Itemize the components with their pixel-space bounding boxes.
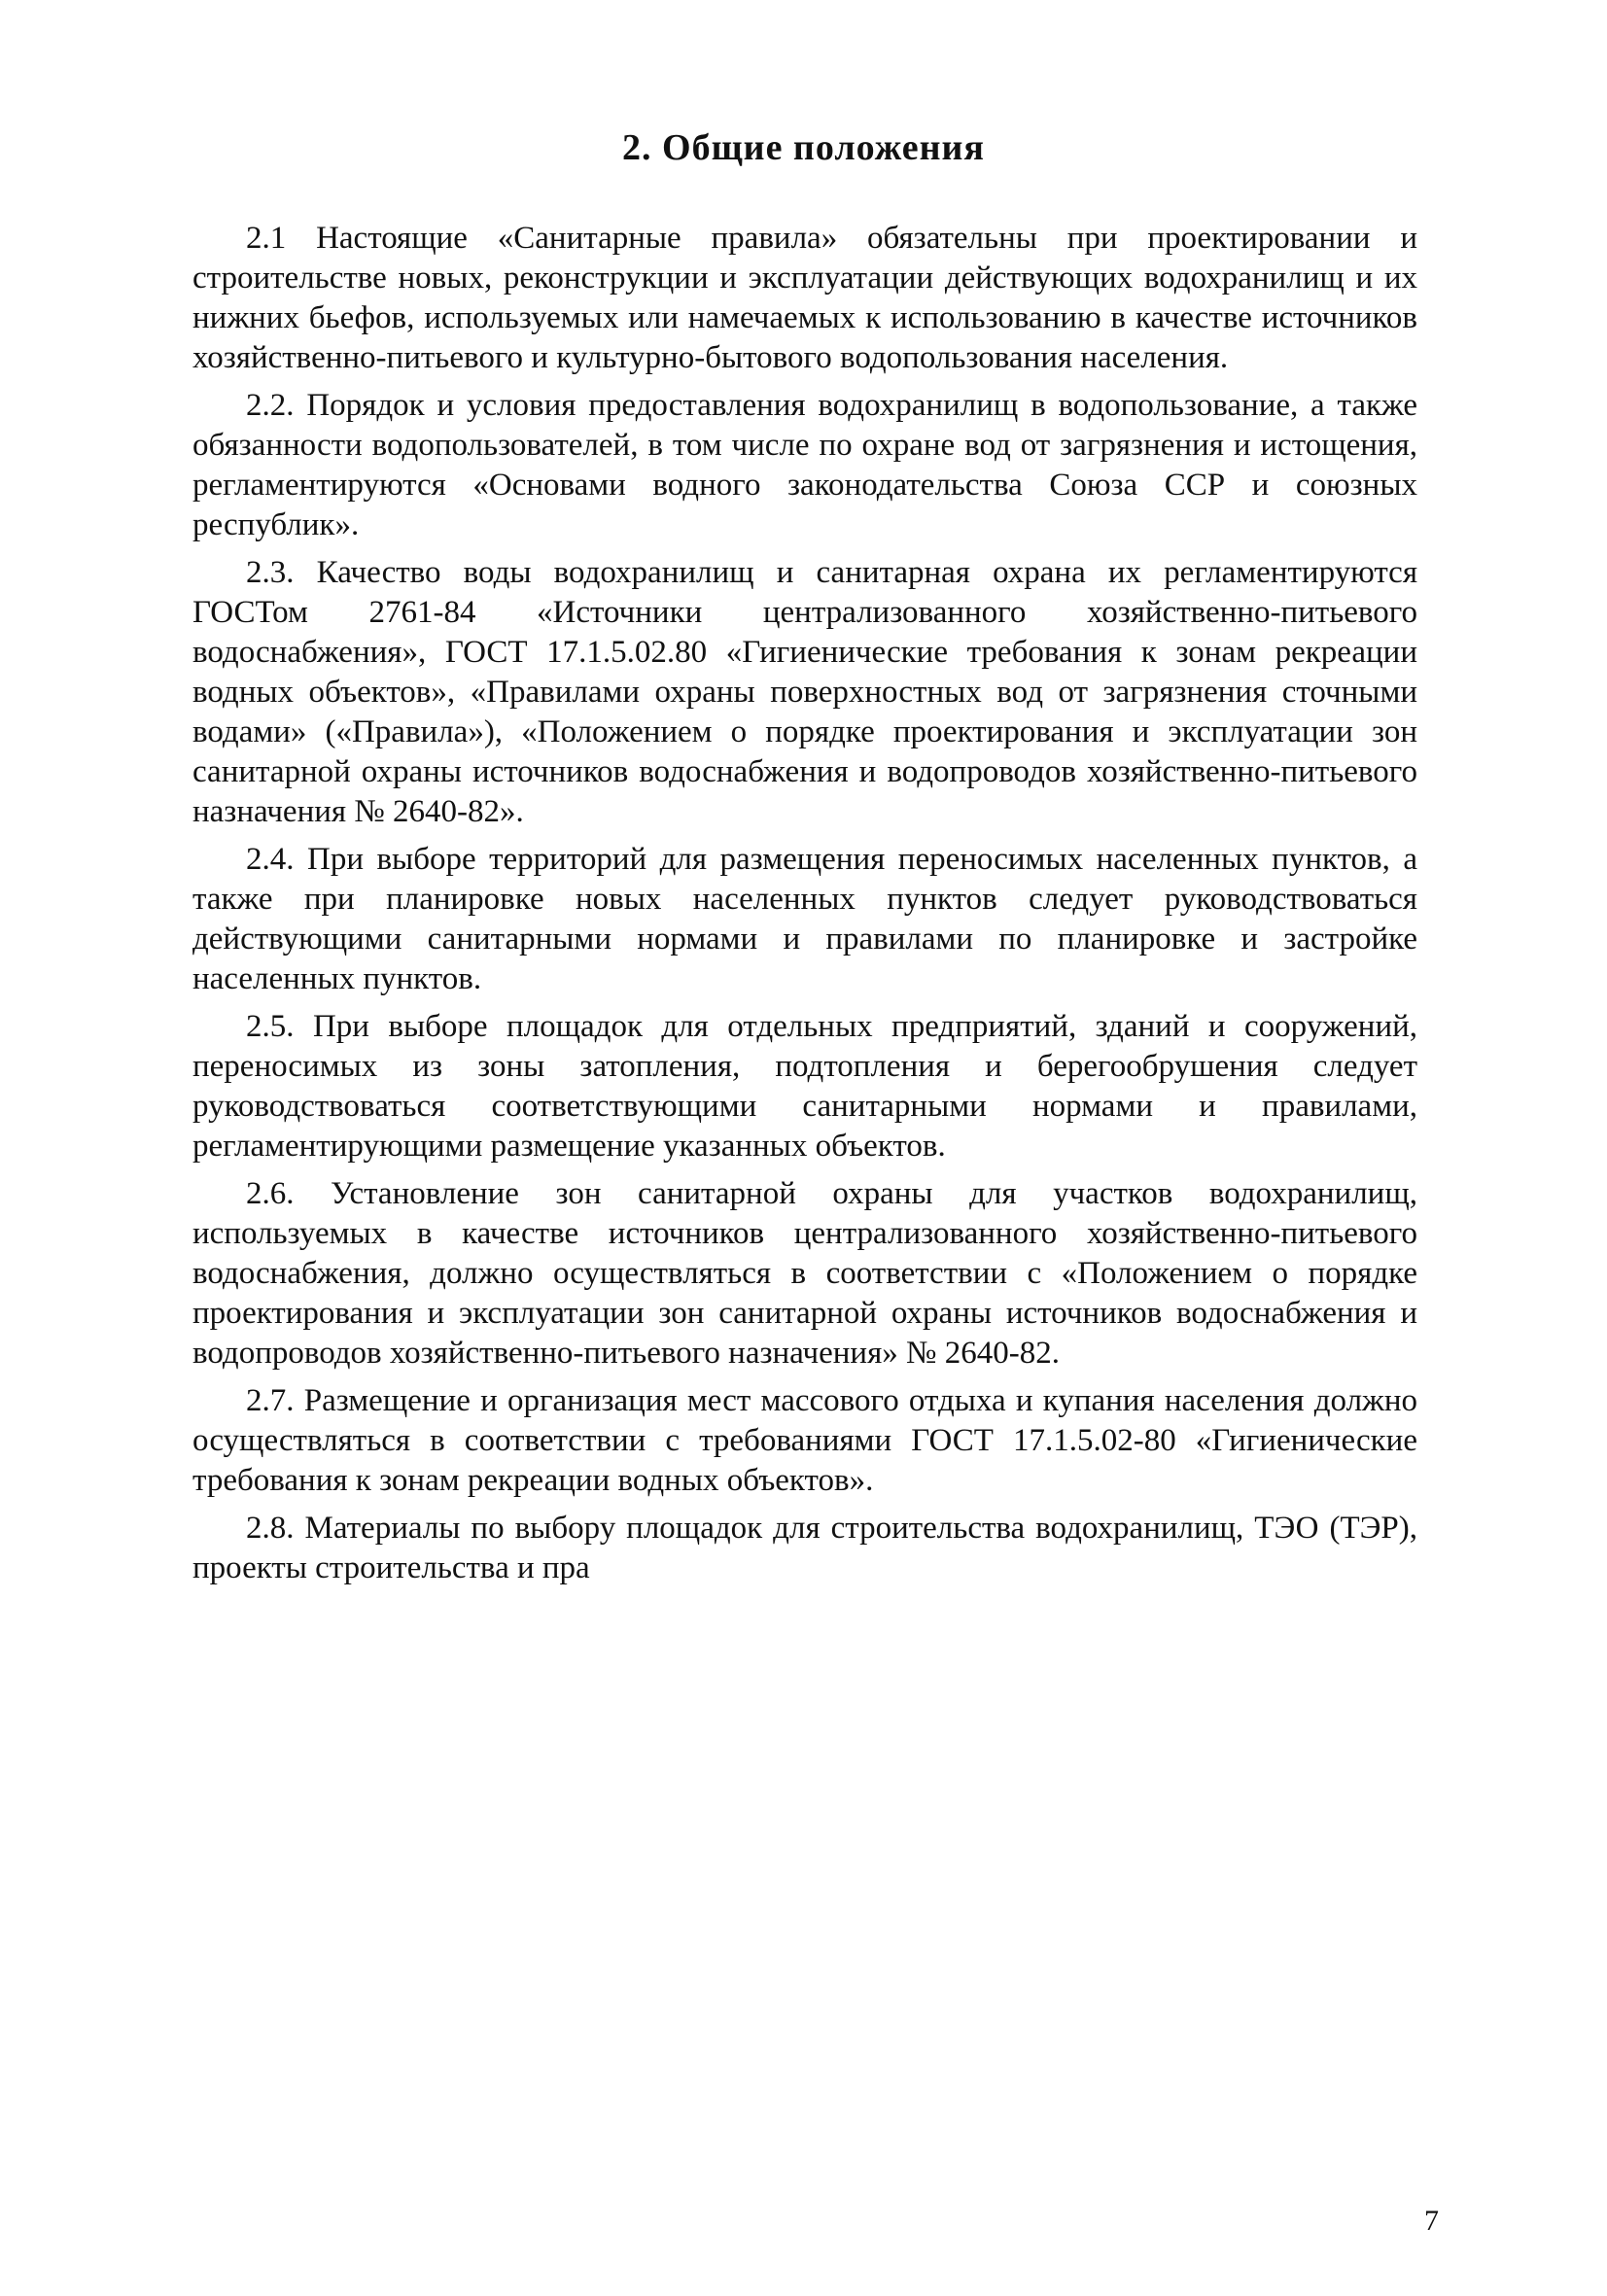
paragraph-number: 2.4. [246, 842, 295, 877]
paragraph-text: При выборе территорий для размещения переносимых населенных пунктов, а также при планировке новых населенных пунктов следует руководствоваться действующими санитарными нормами и правилами по планировке и застройке населенных пунктов. [192, 842, 1418, 996]
paragraph-number: 2.3. [246, 555, 295, 590]
paragraph-2-2 [192, 386, 1417, 545]
paragraph-2-3 [192, 553, 1417, 832]
page-number: 7 [1424, 2205, 1439, 2237]
paragraph-text: Порядок и условия предоставления водохранилищ в водопользование, а также обязанности водопользователей, в том числе по охране вод от загрязнения и истощения, регламентируются «Основами водного законодательства Союза ССР и союзных республик». [192, 388, 1418, 542]
paragraph-number: 2.2. [246, 388, 295, 423]
paragraph-number: 2.5. [246, 1009, 295, 1044]
paragraph-2-6 [192, 1174, 1417, 1374]
paragraph-text: Материалы по выбору площадок для строительства водохранилищ, ТЭО (ТЭР), проекты строительства и пра [192, 1511, 1417, 1585]
section-title: 2. Общие положения [622, 127, 985, 168]
paragraph-text: Качество воды водохранилищ и санитарная охрана их регламентируются ГОСТом 2761-84 «Источники централизованного хозяйственно-питьевого водоснабжения», ГОСТ 17.1.5.02.80 «Гигиенические требования к зонам рекреации водных объектов», «Правилами охраны поверхностных вод от загрязнения сточными водами» («Правила»), «Положением о порядке проектирования и эксплуатации зон санитарной охраны источников водоснабжения и водопроводов хозяйственно-питьевого назначения № 2640-82». [192, 555, 1418, 829]
paragraph-text: Размещение и организация мест массового отдыха и купания населения должно осуществляться в соответствии с требованиями ГОСТ 17.1.5.02-80 «Гигиенические требования к зонам рекреации водных объектов». [192, 1383, 1417, 1498]
paragraph-number: 2.8. [246, 1511, 295, 1546]
paragraph-2-5 [192, 1007, 1417, 1166]
paragraph-2-7 [192, 1381, 1417, 1501]
paragraph-2-4 [192, 840, 1417, 999]
paragraph-number: 2.1 [246, 221, 287, 256]
paragraph-number: 2.6. [246, 1176, 295, 1211]
paragraph-text: Установление зон санитарной охраны для участков водохранилищ, используемых в качестве источников централизованного хозяйственно-питьевого водоснабжения, должно осуществляться в соответствии с «Положением о порядке проектирования и эксплуатации зон санитарной охраны источников водоснабжения и водопроводов хозяйственно-питьевого назначения» № 2640-82. [192, 1176, 1417, 1371]
paragraph-2-1 [192, 219, 1417, 378]
document-body [192, 219, 1417, 1596]
paragraph-number: 2.7. [246, 1383, 295, 1418]
paragraph-text: Настоящие «Санитарные правила» обязательны при проектировании и строительстве новых, реконструкции и эксплуатации действующих водохранилищ и их нижних бьефов, используемых или намечаемых к использованию в качестве источников хозяйственно-питьевого и культурно-бытового водопользования населения. [192, 221, 1418, 375]
paragraph-2-8 [192, 1509, 1417, 1588]
paragraph-text: При выборе площадок для отдельных предприятий, зданий и сооружений, переносимых из зоны затопления, подтопления и берегообрушения следует руководствоваться соответствующими санитарными нормами и правилами, регламентирующими размещение указанных объектов. [192, 1009, 1418, 1164]
